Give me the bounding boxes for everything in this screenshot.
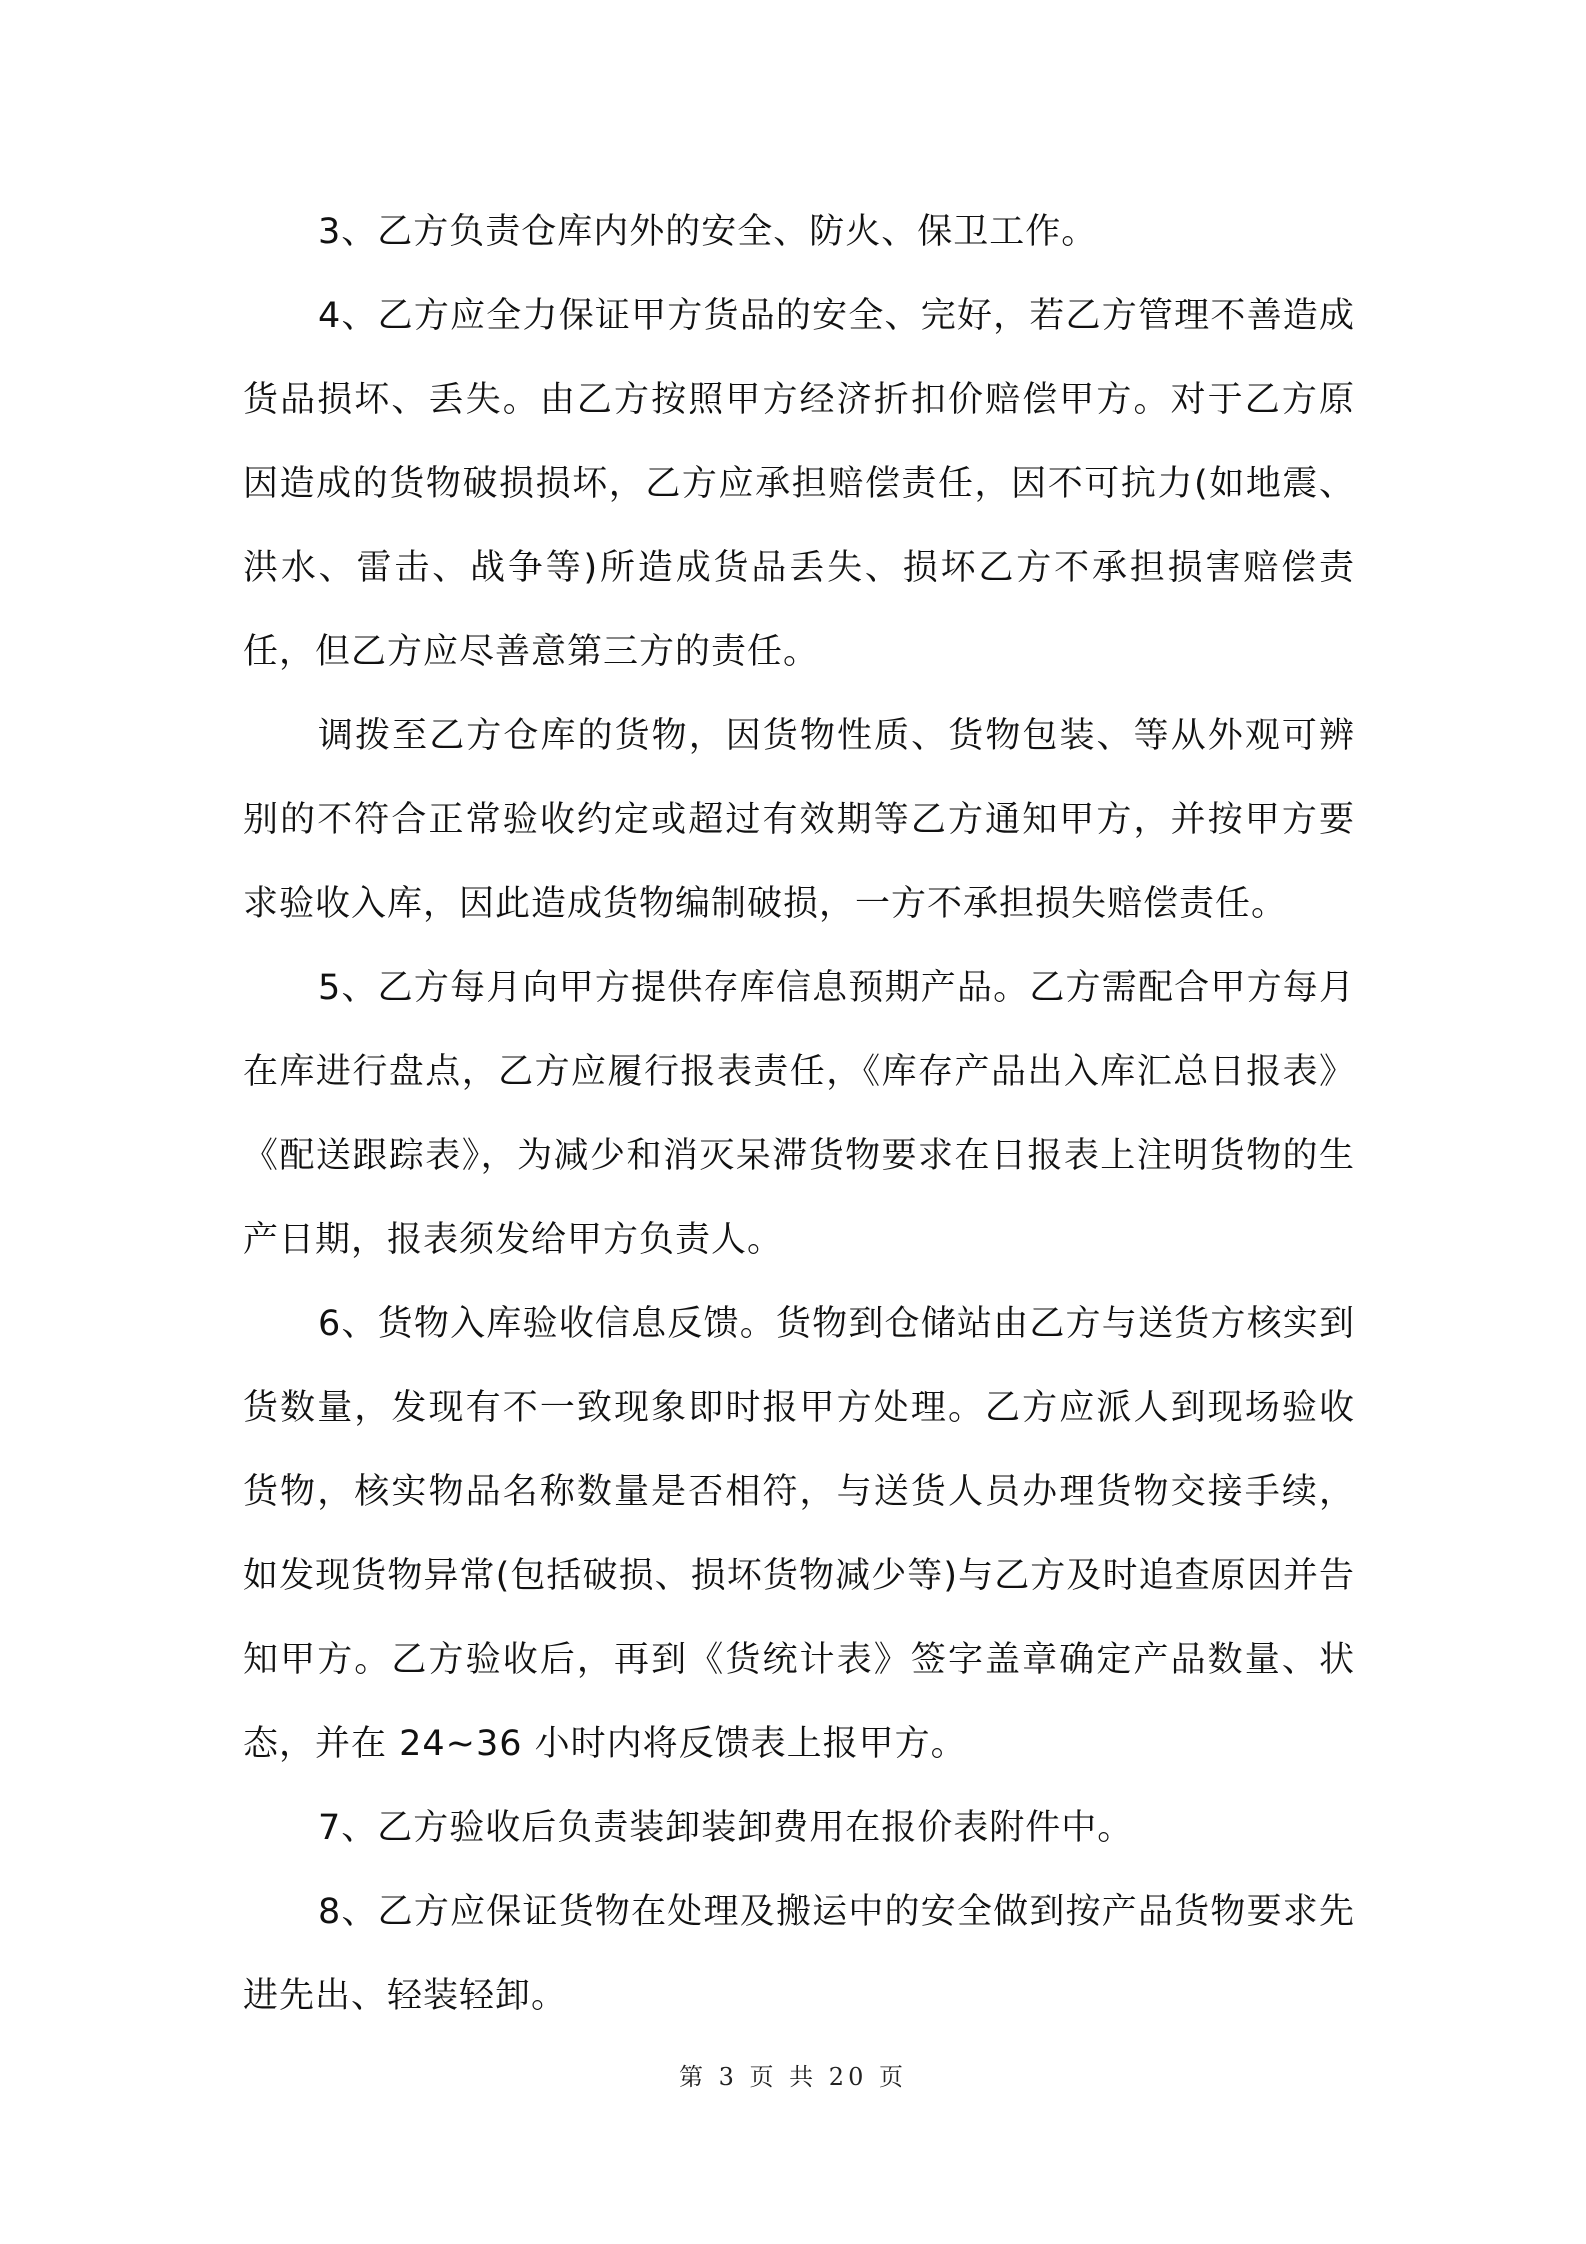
paragraph-clause-8: 8、乙方应保证货物在处理及搬运中的安全做到按产品货物要求先进先出、轻装轻卸。 [243, 1892, 1355, 2016]
paragraph-clause-5: 5、乙方每月向甲方提供存库信息预期产品。乙方需配合甲方每月在库进行盘点，乙方应履行报表责任，《库存产品出入库汇总日报表》《配送跟踪表》，为减少和消灭呆滞货物要求在日报表上注明货物的生产日期，报表须发给甲方负责人。 [243, 968, 1355, 1260]
paragraph-clause-4: 4、乙方应全力保证甲方货品的安全、完好，若乙方管理不善造成货品损坏、丢失。由乙方按照甲方经济折扣价赔偿甲方。对于乙方原因造成的货物破损损坏，乙方应承担赔偿责任，因不可抗力(如地震、洪水、雷击、战争等)所造成货品丢失、损坏乙方不承担损害赔偿责任，但乙方应尽善意第三方的责任。 [243, 296, 1355, 672]
document-body [243, 190, 1355, 2038]
page-number-footer: 第 3 页 共 20 页 [679, 2063, 907, 2091]
paragraph-clause-7: 7、乙方验收后负责装卸装卸费用在报价表附件中。 [318, 1808, 1134, 1848]
paragraph-transfer-goods: 调拨至乙方仓库的货物，因货物性质、货物包装、等从外观可辨别的不符合正常验收约定或超过有效期等乙方通知甲方，并按甲方要求验收入库，因此造成货物编制破损，一方不承担损失赔偿责任。 [243, 716, 1355, 924]
paragraph-clause-3: 3、乙方负责仓库内外的安全、防火、保卫工作。 [318, 212, 1098, 252]
paragraph-clause-6: 6、货物入库验收信息反馈。货物到仓储站由乙方与送货方核实到货数量，发现有不一致现象即时报甲方处理。乙方应派人到现场验收货物，核实物品名称数量是否相符，与送货人员办理货物交接手续，如发现货物异常(包括破损、损坏货物减少等)与乙方及时追查原因并告知甲方。乙方验收后，再到《货统计表》签字盖章确定产品数量、状态，并在 24~36 小时内将反馈表上报甲方。 [243, 1304, 1355, 1764]
